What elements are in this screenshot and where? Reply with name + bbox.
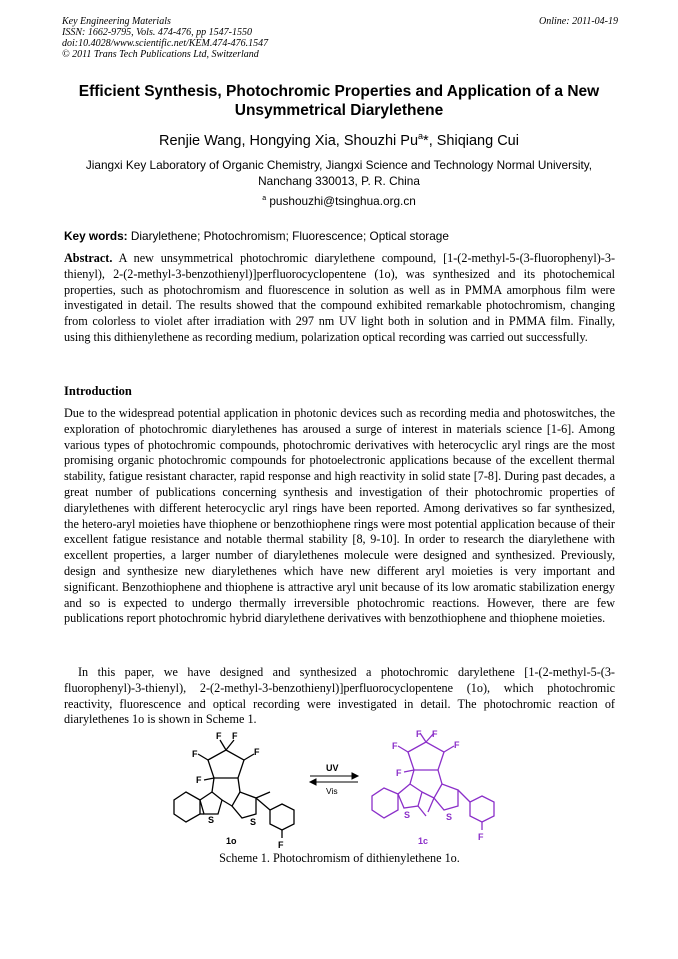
authors-after: *, Shiqiang Cui — [423, 132, 519, 149]
online-date: Online: 2011-04-19 — [539, 16, 618, 27]
atom-s-1: S — [208, 815, 215, 825]
atom-f-6: F — [278, 840, 284, 850]
thiophene-ring-left-1c — [398, 784, 422, 808]
affiliation-line-1: Jiangxi Key Laboratory of Organic Chemistry, Jiangxi Science and Technology Normal University, — [85, 158, 593, 172]
atom-f-2: F — [216, 731, 222, 741]
affiliation-line-2: Nanchang 330013, P. R. China — [258, 174, 420, 188]
atom-f-c1: F — [392, 741, 398, 751]
abstract-label: Abstract. — [64, 251, 113, 265]
atom-s-c2: S — [446, 812, 453, 822]
introduction-paragraph-2: In this paper, we have designed and synthesized a photochromic darylethene [1-(2-methyl-5-(3-fluorophenyl)-3-thienyl), 2-(2-methyl-3-benzothienyl)]perfluorocyclopentene (1o), which photochromic reactivity, fluorescence and optical recording were investigated in detail. The photochromic reaction of diarylethenes 1o is shown in Scheme 1. — [64, 665, 615, 727]
journal-name: Key Engineering Materials — [62, 16, 171, 27]
molecule-1c — [372, 733, 494, 830]
title-line-2: Unsymmetrical Diarylethene — [234, 102, 444, 119]
scheme-caption: Scheme 1. Photochromism of dithienylethene 1o. — [219, 851, 460, 865]
reaction-arrows — [310, 773, 358, 785]
abstract-text: A new unsymmetrical photochromic diarylethene compound, [1-(2-methyl-5-(3-fluorophenyl)-3-thienyl), 2-(2-methyl-3-benzothienyl)]perfluorocyclopentene (1o), was synthesized and its photochemical properties, such as photochromism and fluorescence in solution as well as in PMMA amorphous film were investigated in detail. The results showed that the compound exhibited remarkable photochromism, changing from colorless to violet after irradiation with 297 nm UV light both in solution and in PMMA film. Finally, using this dithienylethene as recording medium, polarization optical recording was carried out successfully. — [64, 251, 616, 344]
atom-f-5: F — [196, 775, 202, 785]
benzene-ring-1o — [174, 792, 200, 822]
atom-f-1: F — [192, 749, 198, 759]
atom-f-3: F — [232, 731, 238, 741]
atom-f-c2: F — [416, 730, 422, 739]
cyclopentene-ring-1c — [408, 742, 444, 770]
issn-line: ISSN: 1662-9795, Vols. 474-476, pp 1547-1550 — [62, 27, 252, 38]
thiophene-ring-left-1o — [200, 792, 222, 814]
keywords-text: Diarylethene; Photochromism; Fluorescence; Optical storage — [130, 229, 449, 243]
title-line-1: Efficient Synthesis, Photochromic Properties and Application of a New — [78, 83, 600, 100]
keywords — [64, 229, 616, 243]
affiliation — [52, 157, 626, 189]
email-mark: a — [262, 195, 267, 203]
label-1o: 1o — [226, 836, 237, 846]
uv-label: UV — [326, 763, 339, 773]
vis-label: Vis — [326, 786, 338, 796]
email-address: pushouzhi@tsinghua.org.cn — [269, 194, 416, 208]
fluorophenyl-ring-1o — [270, 804, 294, 830]
benzene-ring-1c — [372, 788, 398, 818]
atom-s-2: S — [250, 817, 257, 827]
abstract — [64, 251, 615, 346]
doi-line: doi:10.4028/www.scientific.net/KEM.474-476.1547 — [62, 38, 269, 49]
atom-f-4: F — [254, 747, 260, 757]
cyclopentene-ring-1o — [208, 750, 244, 778]
thiophene-ring-right-1c — [434, 784, 458, 810]
atom-f-c4: F — [454, 740, 460, 750]
atom-f-c3: F — [432, 730, 438, 739]
email-line — [52, 194, 626, 208]
molecule-1o-atoms — [192, 731, 284, 850]
atom-f-c5: F — [396, 768, 402, 778]
author-list — [52, 131, 626, 149]
introduction-heading: Introduction — [64, 384, 132, 398]
atom-s-c1: S — [404, 810, 411, 820]
thiophene-ring-right-1o — [232, 792, 256, 818]
introduction-paragraph-1: Due to the widespread potential application in photonic devices such as recording media and photoswitches, the exploration of photochromic diarylethenes has aroused a surge of interest in materials science [1-6]. Among various types of photochromic compounds, photochromic derivatives with heterocyclic aryl rings are the most promising organic photochromic compounds for photoelectronic applications because of the excellent thermal stability, fatigue resistant character, rapid response and high reactivity in solid state [7-8]. During past decades, a great number of publications concerning synthesis and investigation of their photochromic properties of diarylethenes with different heterocyclic aryl rings have been reported. Among derivatives so far synthesized, the hetero-aryl moieties have thiophene or benzothiophene rings were most potential application because of their excellent fatigue resistance and notable thermal stability [8, 9-10]. In order to research the diarylethene with excellent properties, a larger number of diarylethenes molecule were designed and synthesized. Previously, design and synthesize new diarylethenes which have new different aryl moieties is very important and significant. Benzothiophene and thiophene is attractive aryl unit because of its low aromatic stabilization energy and so is expected to undergo thermally irreversible photochromic reactions. However, there are few publications report photochromic hybrid diarylethene derivatives with benzothiophene and thiophene moieties. — [64, 406, 615, 626]
scheme-1-figure — [170, 730, 510, 852]
copyright-line: © 2011 Trans Tech Publications Ltd, Switzerland — [62, 49, 259, 60]
fluorophenyl-ring-1c — [470, 796, 494, 822]
author-affil-mark: a — [418, 131, 424, 141]
paper-title — [52, 82, 626, 120]
keywords-label: Key words: — [64, 229, 128, 243]
label-1c: 1c — [418, 836, 429, 846]
journal-header — [62, 16, 618, 60]
authors-before: Renjie Wang, Hongying Xia, Shouzhi Pu — [159, 132, 419, 149]
atom-f-c6: F — [478, 832, 484, 842]
